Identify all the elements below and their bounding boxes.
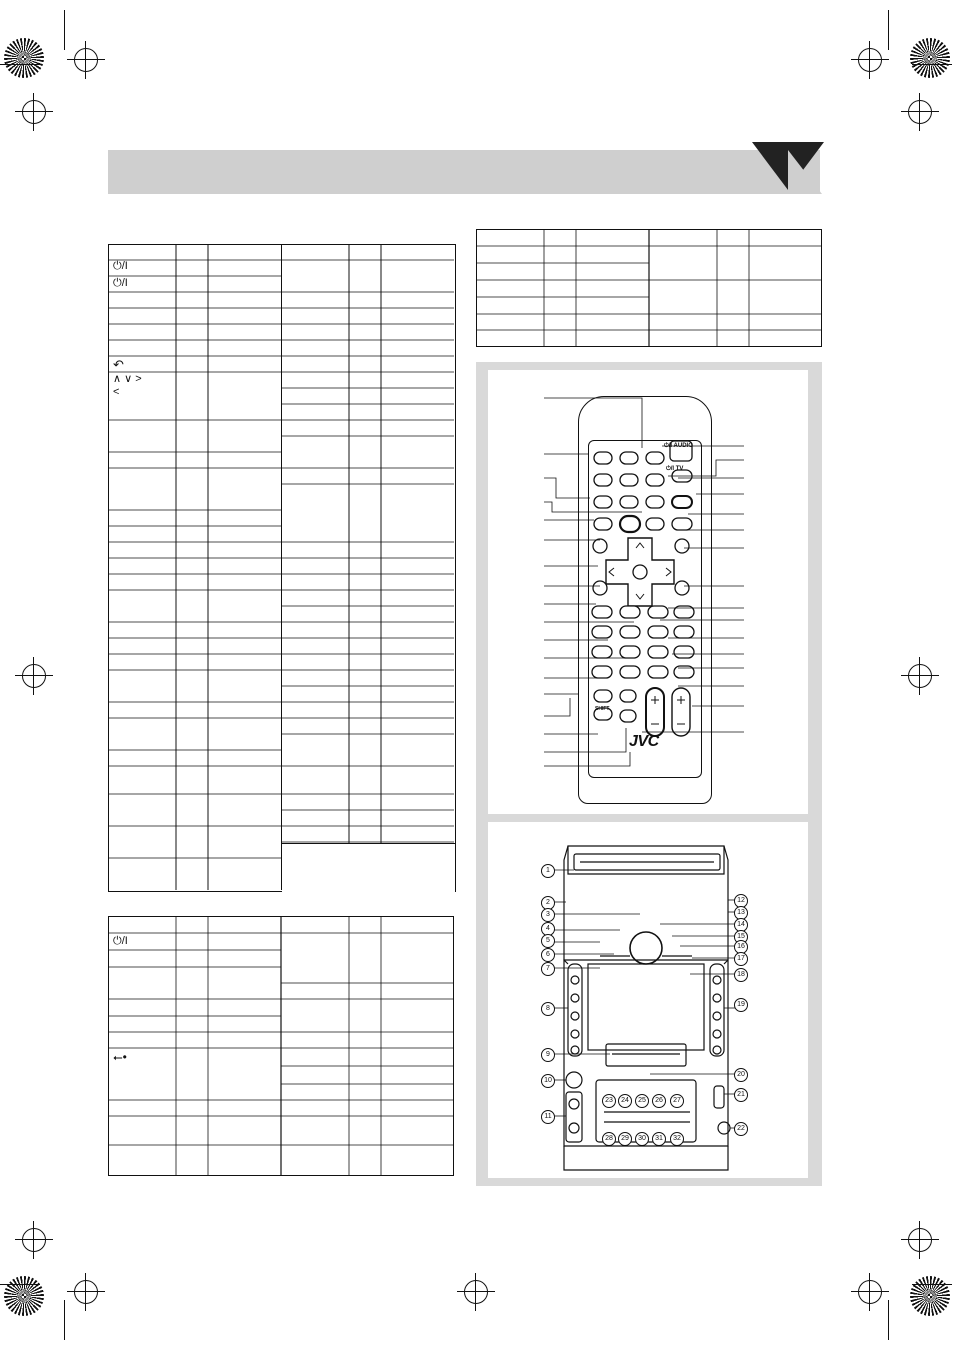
registration-mark: [908, 1228, 932, 1252]
callout-number: 32: [670, 1132, 684, 1146]
callout-number: 1: [541, 864, 555, 878]
callout-number: 10: [541, 1074, 555, 1088]
callout-number: 31: [652, 1132, 666, 1146]
callout-number: 20: [734, 1068, 748, 1082]
cursor-left-icon: <: [113, 386, 120, 398]
registration-mark: [858, 48, 882, 72]
registration-mark: [22, 100, 46, 124]
header-banner: [108, 150, 820, 194]
usb-icon: ⭠•: [113, 1050, 127, 1064]
corner-disc-top-right: [910, 38, 950, 78]
callout-number: 8: [541, 1002, 555, 1016]
remote-index-blank: [282, 843, 455, 892]
callout-number: 4: [541, 922, 555, 936]
callout-number: 5: [541, 934, 555, 948]
callout-number: 6: [541, 948, 555, 962]
audio-power-label: ⏻/I AUDIO: [664, 443, 693, 449]
callout-number: 3: [541, 908, 555, 922]
callout-number: 12: [734, 894, 748, 908]
registration-mark: [908, 100, 932, 124]
crop-line: [912, 1284, 952, 1285]
callout-number: 18: [734, 968, 748, 982]
callout-number: 23: [602, 1094, 616, 1108]
callout-number: 17: [734, 952, 748, 966]
callout-number: 15: [734, 930, 748, 944]
crop-line: [888, 10, 889, 50]
crop-line: [64, 10, 65, 50]
callout-number: 29: [618, 1132, 632, 1146]
registration-mark: [74, 48, 98, 72]
corner-disc-bottom-left: [4, 1276, 44, 1316]
banner-corner: [788, 150, 822, 194]
corner-disc-bottom-right: [910, 1276, 950, 1316]
crop-line: [0, 64, 40, 65]
small-index-table: [476, 229, 823, 349]
registration-mark: [74, 1280, 98, 1304]
remote-index-grid: [108, 244, 455, 891]
remote-leader-lines: [538, 390, 748, 770]
crop-line: [64, 1300, 65, 1340]
tv-power-label: ⏻/I TV: [666, 466, 684, 472]
registration-mark: [908, 664, 932, 688]
callout-number: 14: [734, 918, 748, 932]
cursor-icon: ∧ ∨ >: [113, 373, 142, 385]
callout-number: 27: [670, 1094, 684, 1108]
callout-number: 25: [635, 1094, 649, 1108]
callout-number: 21: [734, 1088, 748, 1102]
power-symbol: ⏻/I: [113, 260, 128, 272]
callout-number: 30: [635, 1132, 649, 1146]
registration-mark: [464, 1280, 488, 1304]
corner-disc-top-left: [4, 38, 44, 78]
shift-button-label: SHIFT: [595, 706, 610, 712]
unit-index-table: [108, 916, 455, 1178]
callout-number: 22: [734, 1122, 748, 1136]
callout-number: 28: [602, 1132, 616, 1146]
power-symbol: ⏻/I: [113, 935, 128, 947]
callout-number: 7: [541, 962, 555, 976]
crop-line: [912, 64, 952, 65]
return-icon: ↶: [113, 357, 124, 372]
callout-number: 19: [734, 998, 748, 1012]
registration-mark: [858, 1280, 882, 1304]
crop-line: [0, 1284, 40, 1285]
callout-number: 2: [541, 896, 555, 910]
remote-brand-logo: JVC: [629, 733, 659, 750]
callout-number: 9: [541, 1048, 555, 1062]
crop-line: [888, 1300, 889, 1340]
callout-number: 24: [618, 1094, 632, 1108]
callout-number: 13: [734, 906, 748, 920]
callout-number: 26: [652, 1094, 666, 1108]
power-symbol: ⏻/I: [113, 277, 128, 289]
callout-number: 16: [734, 940, 748, 954]
main-unit-illustration: [540, 840, 760, 1176]
registration-mark: [22, 664, 46, 688]
callout-number: 11: [541, 1110, 555, 1124]
registration-mark: [22, 1228, 46, 1252]
